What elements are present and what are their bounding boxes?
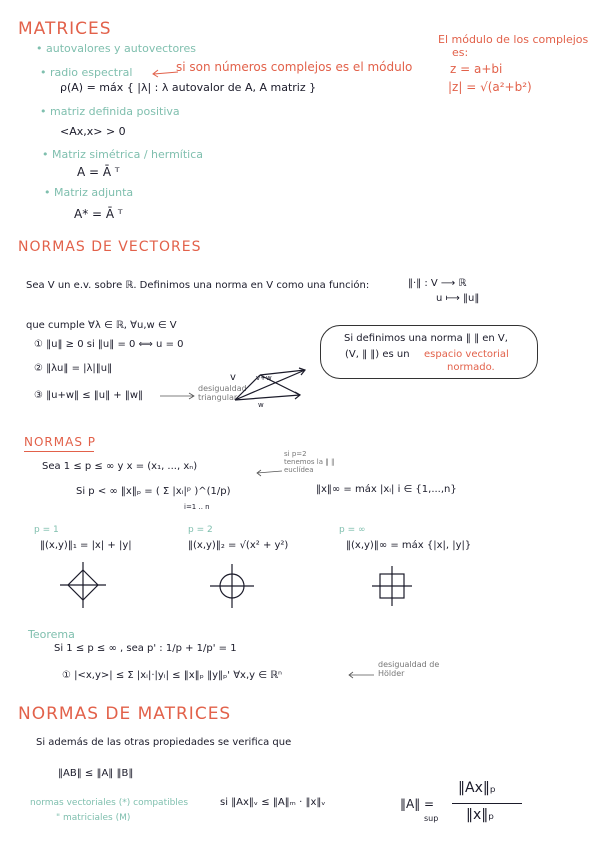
radius-note: si son números complejos es el módulo (176, 60, 413, 74)
pinf-formula-2d: ‖(x,y)‖∞ = máx {|x|, |y|} (346, 540, 472, 551)
holder-inequality: ① |<x,y>| ≤ Σ |xᵢ|·|yᵢ| ≤ ‖x‖ₚ ‖y‖ₚ' ∀x,y ∈ ℝⁿ (62, 670, 283, 681)
euclidean-side-note: si p=2 tenemos la ‖ ‖ euclídea (284, 450, 335, 474)
section-title-matrices: MATRICES (18, 19, 112, 39)
arrow-icon (150, 66, 180, 80)
section-title-p-norms: NORMAS P (24, 435, 96, 449)
norm-map-line1: ‖·‖ : V ⟶ ℝ (408, 278, 467, 289)
p-infinity-formula: ‖x‖∞ = máx |xᵢ| i ∈ {1,...,n} (316, 484, 457, 495)
triangular-inequality-note: desigualdad triangular (198, 384, 247, 402)
induced-norm-denominator: ‖x‖ₚ (466, 807, 495, 823)
arrow-icon (254, 468, 284, 476)
norm-property-2: ② ‖λu‖ = |λ|‖u‖ (34, 363, 113, 374)
item-spectral-radius: • radio espectral (40, 66, 133, 79)
arrow-icon (158, 392, 198, 400)
compatibility-formula: si ‖Ax‖ᵥ ≤ ‖A‖ₘ · ‖x‖ᵥ (220, 797, 326, 808)
p-norm-definition: Sea 1 ≤ p ≤ ∞ y x = (x₁, ..., xₙ) (42, 461, 198, 472)
pinf-label: p = ∞ (339, 525, 366, 535)
p1-formula: ‖(x,y)‖₁ = |x| + |y| (40, 540, 132, 551)
theorem-label: Teorema (28, 628, 75, 641)
complex-note-line1: El módulo de los complejos (438, 33, 589, 46)
spectral-radius-formula: ρ(A) = máx { |λ| : λ autovalor de A, A matriz } (60, 81, 317, 94)
p2-label: p = 2 (188, 525, 213, 535)
p2-formula: ‖(x,y)‖₂ = √(x² + y²) (188, 540, 289, 551)
induced-norm-numerator: ‖Ax‖ₚ (458, 780, 496, 796)
section-title-vector-norms: NORMAS DE VECTORES (18, 239, 202, 255)
arrow-icon (346, 670, 376, 680)
holder-note: desigualdad de Hölder (378, 660, 440, 678)
box-line1: Si definimos una norma ‖ ‖ en V, (344, 333, 508, 344)
p1-label: p = 1 (34, 525, 59, 535)
positive-definite-formula: <Ax,x> > 0 (60, 125, 126, 138)
theorem-condition: Si 1 ≤ p ≤ ∞ , sea p' : 1/p + 1/p' = 1 (54, 643, 237, 654)
induced-norm-sup: sup (424, 814, 439, 823)
symmetric-formula: A = Ā ᵀ (77, 165, 120, 179)
sum-limits: i=1 .. n (184, 503, 210, 511)
p-finite-formula: Si p < ∞ ‖x‖ₚ = ( Σ |xᵢ|ᵖ )^(1/p) (76, 486, 231, 497)
box-line3: normado. (447, 362, 495, 373)
adjoint-formula: A* = Ā ᵀ (74, 207, 123, 221)
vector-norm-intro: Sea V un e.v. sobre ℝ. Definimos una norma en V como una función: (26, 280, 370, 291)
submultiplicative-formula: ‖AB‖ ≤ ‖A‖ ‖B‖ (58, 768, 134, 779)
complex-note-modulus: |z| = √(a²+b²) (448, 80, 532, 94)
item-eigen: • autovalores y autovectores (36, 42, 196, 55)
vector-label-v: v (230, 372, 236, 383)
complex-note-z: z = a+bi (450, 62, 503, 76)
item-adjoint: • Matriz adjunta (44, 186, 134, 199)
item-symmetric: • Matriz simétrica / hermítica (42, 148, 204, 161)
induced-norm-lhs: ‖A‖ = (400, 797, 435, 811)
vector-label-w: w (258, 401, 264, 409)
complex-note-line2: es: (452, 46, 469, 59)
norm-property-1: ① ‖u‖ ≥ 0 si ‖u‖ = 0 ⟺ u = 0 (34, 339, 184, 350)
norm-map-line2: u ⟼ ‖u‖ (436, 293, 480, 304)
norm-property-3: ③ ‖u+w‖ ≤ ‖u‖ + ‖w‖ (34, 390, 144, 401)
circle-unit-ball-icon (210, 564, 254, 608)
compatible-norms-line2: " matriciales (M) (56, 813, 131, 823)
title-underline (24, 451, 94, 452)
compatible-norms-line1: normas vectoriales (*) compatibles (30, 798, 189, 808)
vector-triangle-diagram (225, 365, 315, 415)
norm-conditions: que cumple ∀λ ∈ ℝ, ∀u,w ∈ V (26, 320, 177, 331)
box-line2-highlight: espacio vectorial (424, 349, 509, 360)
section-title-matrix-norms: NORMAS DE MATRICES (18, 704, 232, 724)
box-line2: (V, ‖ ‖) es un (345, 349, 410, 360)
matrix-norm-intro: Si además de las otras propiedades se verifica que (36, 737, 292, 748)
diamond-unit-ball-icon (58, 560, 108, 610)
fraction-bar (452, 803, 522, 804)
square-unit-ball-icon (372, 566, 412, 606)
vector-label-v-plus-w: v+w (256, 374, 272, 382)
item-positive-definite: • matriz definida positiva (40, 105, 180, 118)
